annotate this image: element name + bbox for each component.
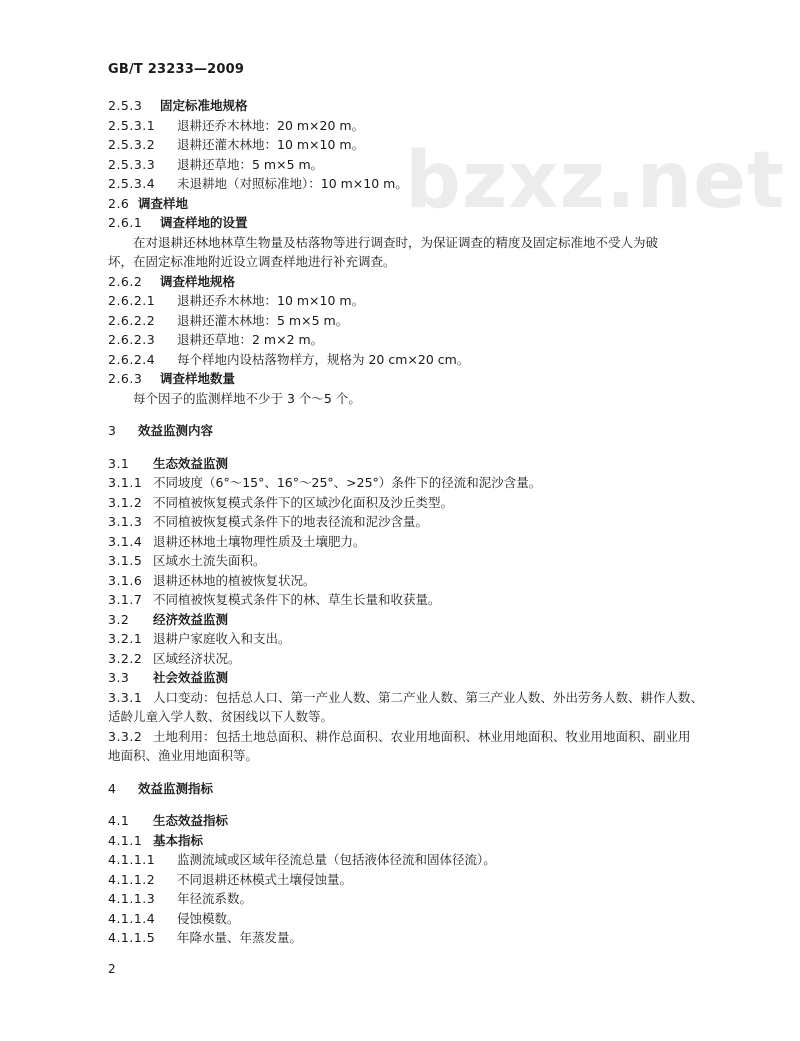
section-heading xyxy=(108,96,708,116)
clause-number: 2.6.2 xyxy=(108,273,143,289)
clause-line xyxy=(108,727,708,747)
clause-text: 退耕还草地：2 m×2 m。 xyxy=(177,332,324,347)
watermark: bzxz.net xyxy=(405,136,786,226)
paragraph-line: 每个因子的监测样地不少于 3 个～5 个。 xyxy=(133,390,361,406)
clause-line xyxy=(108,311,708,331)
clause-number: 3.1.1 xyxy=(108,475,143,490)
heading-text: 调查样地的设置 xyxy=(160,215,248,230)
clause-number: 2.5.3.2 xyxy=(108,137,156,152)
heading-text: 调查样地数量 xyxy=(160,371,236,386)
clause-number: 2.6.2.2 xyxy=(108,312,156,328)
section-gap xyxy=(108,766,708,779)
clause-line xyxy=(108,688,708,708)
section-gap xyxy=(108,798,708,811)
clause-number: 2.5.3.4 xyxy=(108,176,156,191)
clause-number: 4.1.1.1 xyxy=(108,852,156,867)
clause-number: 4.1.1.3 xyxy=(108,891,156,906)
clause-number: 4.1 xyxy=(108,813,130,828)
clause-number: 3.1.2 xyxy=(108,494,143,510)
heading-text: 效益监测指标 xyxy=(138,780,214,796)
clause-number: 3.1.7 xyxy=(108,592,143,607)
section-heading xyxy=(108,831,708,851)
clause-text: 人口变动：包括总人口、第一产业人数、第二产业人数、第三产业人数、外出劳务人数、耕作人数、 xyxy=(153,689,704,705)
clause-text: 不同植被恢复模式条件下的区域沙化面积及沙丘类型。 xyxy=(153,494,454,510)
clause-number: 3.2.2 xyxy=(108,650,143,666)
heading-text: 效益监测内容 xyxy=(138,423,214,438)
clause-line xyxy=(108,551,708,571)
clause-line xyxy=(108,155,708,175)
clause-line xyxy=(108,291,708,311)
section-heading xyxy=(108,213,708,233)
paragraph-line: 坏，在固定标准地附近设立调查样地进行补充调查。 xyxy=(108,254,396,269)
clause-number: 3.1.3 xyxy=(108,514,143,529)
heading-text: 调查样地规格 xyxy=(160,273,236,289)
clause-line xyxy=(108,850,708,870)
paragraph-line: 适龄儿童入学人数、贫困线以下人数等。 xyxy=(108,709,334,724)
clause-line xyxy=(108,889,708,909)
clause-text: 退耕户家庭收入和支出。 xyxy=(153,631,291,646)
section-heading xyxy=(108,779,708,799)
clause-line xyxy=(108,512,708,532)
clause-number: 3.1.6 xyxy=(108,572,143,588)
clause-text: 不同植被恢复模式条件下的地表径流和泥沙含量。 xyxy=(153,514,429,529)
clause-text: 年径流系数。 xyxy=(177,891,253,906)
clause-number: 4.1.1.2 xyxy=(108,871,156,887)
section-gap xyxy=(108,441,708,454)
clause-text: 退耕还灌木林地：5 m×5 m。 xyxy=(177,312,349,328)
clause-number: 3.3.2 xyxy=(108,728,143,744)
clause-number: 2.6.2.3 xyxy=(108,332,156,347)
clause-number: 4.1.1 xyxy=(108,832,143,848)
clause-number: 3.2 xyxy=(108,611,130,627)
document-body xyxy=(108,96,708,948)
clause-number: 3.3.1 xyxy=(108,689,143,705)
clause-number: 2.5.3.1 xyxy=(108,117,156,133)
clause-number: 4.1.1.4 xyxy=(108,910,156,926)
paragraph-line: 地面积、渔业用地面积等。 xyxy=(108,748,259,763)
section-heading xyxy=(108,194,708,214)
clause-text: 监测流域或区域年径流总量（包括液体径流和固体径流）。 xyxy=(177,852,496,867)
clause-text: 退耕还灌木林地：10 m×10 m。 xyxy=(177,137,365,152)
heading-text: 生态效益指标 xyxy=(153,813,229,828)
clause-text: 退耕还草地：5 m×5 m。 xyxy=(177,156,324,172)
clause-number: 3.3 xyxy=(108,670,130,685)
page-number: 2 xyxy=(108,962,116,976)
clause-line xyxy=(108,174,708,194)
clause-text: 土地利用：包括土地总面积、耕作总面积、农业用地面积、林业用地面积、牧业用地面积、副业用 xyxy=(153,728,691,744)
clause-text: 区域水土流失面积。 xyxy=(153,553,266,568)
section-heading xyxy=(108,272,708,292)
clause-number: 2.6.3 xyxy=(108,371,143,386)
clause-line xyxy=(108,571,708,591)
clause-line xyxy=(108,350,708,370)
clause-text: 不同植被恢复模式条件下的林、草生长量和收获量。 xyxy=(153,592,441,607)
clause-text: 未退耕地（对照标准地）：10 m×10 m。 xyxy=(177,176,408,191)
clause-line xyxy=(108,870,708,890)
clause-number: 3.2.1 xyxy=(108,631,143,646)
clause-number: 3.1 xyxy=(108,455,130,471)
clause-number: 3.1.4 xyxy=(108,533,143,549)
clause-text: 侵蚀模数。 xyxy=(177,910,240,926)
heading-text: 生态效益监测 xyxy=(153,455,229,471)
heading-text: 社会效益监测 xyxy=(153,670,229,685)
clause-number: 4.1.1.5 xyxy=(108,930,156,945)
clause-text: 退耕还乔木林地：20 m×20 m。 xyxy=(177,117,365,133)
clause-line xyxy=(108,928,708,948)
clause-line xyxy=(108,116,708,136)
clause-line xyxy=(108,590,708,610)
clause-number: 3 xyxy=(108,423,117,438)
clause-line xyxy=(108,330,708,350)
clause-text: 不同坡度（6°～15°、16°～25°、>25°）条件下的径流和泥沙含量。 xyxy=(153,475,542,490)
heading-text: 调查样地 xyxy=(138,195,189,211)
clause-number: 2.6 xyxy=(108,195,130,211)
clause-text: 年降水量、年蒸发量。 xyxy=(177,930,303,945)
clause-text: 退耕还乔木林地：10 m×10 m。 xyxy=(177,293,365,308)
clause-line xyxy=(108,532,708,552)
clause-number: 2.6.2.4 xyxy=(108,351,156,367)
heading-text: 固定标准地规格 xyxy=(160,98,248,113)
paragraph-line: 在对退耕还林地林草生物量及枯落物等进行调查时，为保证调查的精度及固定标准地不受人为破 xyxy=(133,234,659,250)
clause-line xyxy=(108,135,708,155)
section-heading xyxy=(108,811,708,831)
section-heading xyxy=(108,421,708,441)
section-heading xyxy=(108,369,708,389)
clause-text: 每个样地内设枯落物样方，规格为 20 cm×20 cm。 xyxy=(177,351,470,367)
clause-text: 退耕还林地土壤物理性质及土壤肥力。 xyxy=(153,533,366,549)
standard-code-header: GB/T 23233—2009 xyxy=(108,62,245,77)
clause-text: 区域经济状况。 xyxy=(153,650,241,666)
clause-text: 不同退耕还林模式土壤侵蚀量。 xyxy=(177,871,353,887)
clause-line xyxy=(108,493,708,513)
heading-text: 基本指标 xyxy=(153,832,204,848)
clause-line xyxy=(108,909,708,929)
clause-number: 2.5.3 xyxy=(108,98,143,113)
clause-number: 2.6.1 xyxy=(108,215,143,230)
clause-number: 2.6.2.1 xyxy=(108,293,156,308)
section-heading xyxy=(108,610,708,630)
clause-line xyxy=(108,629,708,649)
heading-text: 经济效益监测 xyxy=(153,611,229,627)
section-gap xyxy=(108,408,708,421)
clause-text: 退耕还林地的植被恢复状况。 xyxy=(153,572,316,588)
clause-number: 4 xyxy=(108,780,117,796)
clause-line xyxy=(108,473,708,493)
section-heading xyxy=(108,668,708,688)
clause-number: 3.1.5 xyxy=(108,553,143,568)
clause-line xyxy=(108,649,708,669)
clause-number: 2.5.3.3 xyxy=(108,156,156,172)
section-heading xyxy=(108,454,708,474)
